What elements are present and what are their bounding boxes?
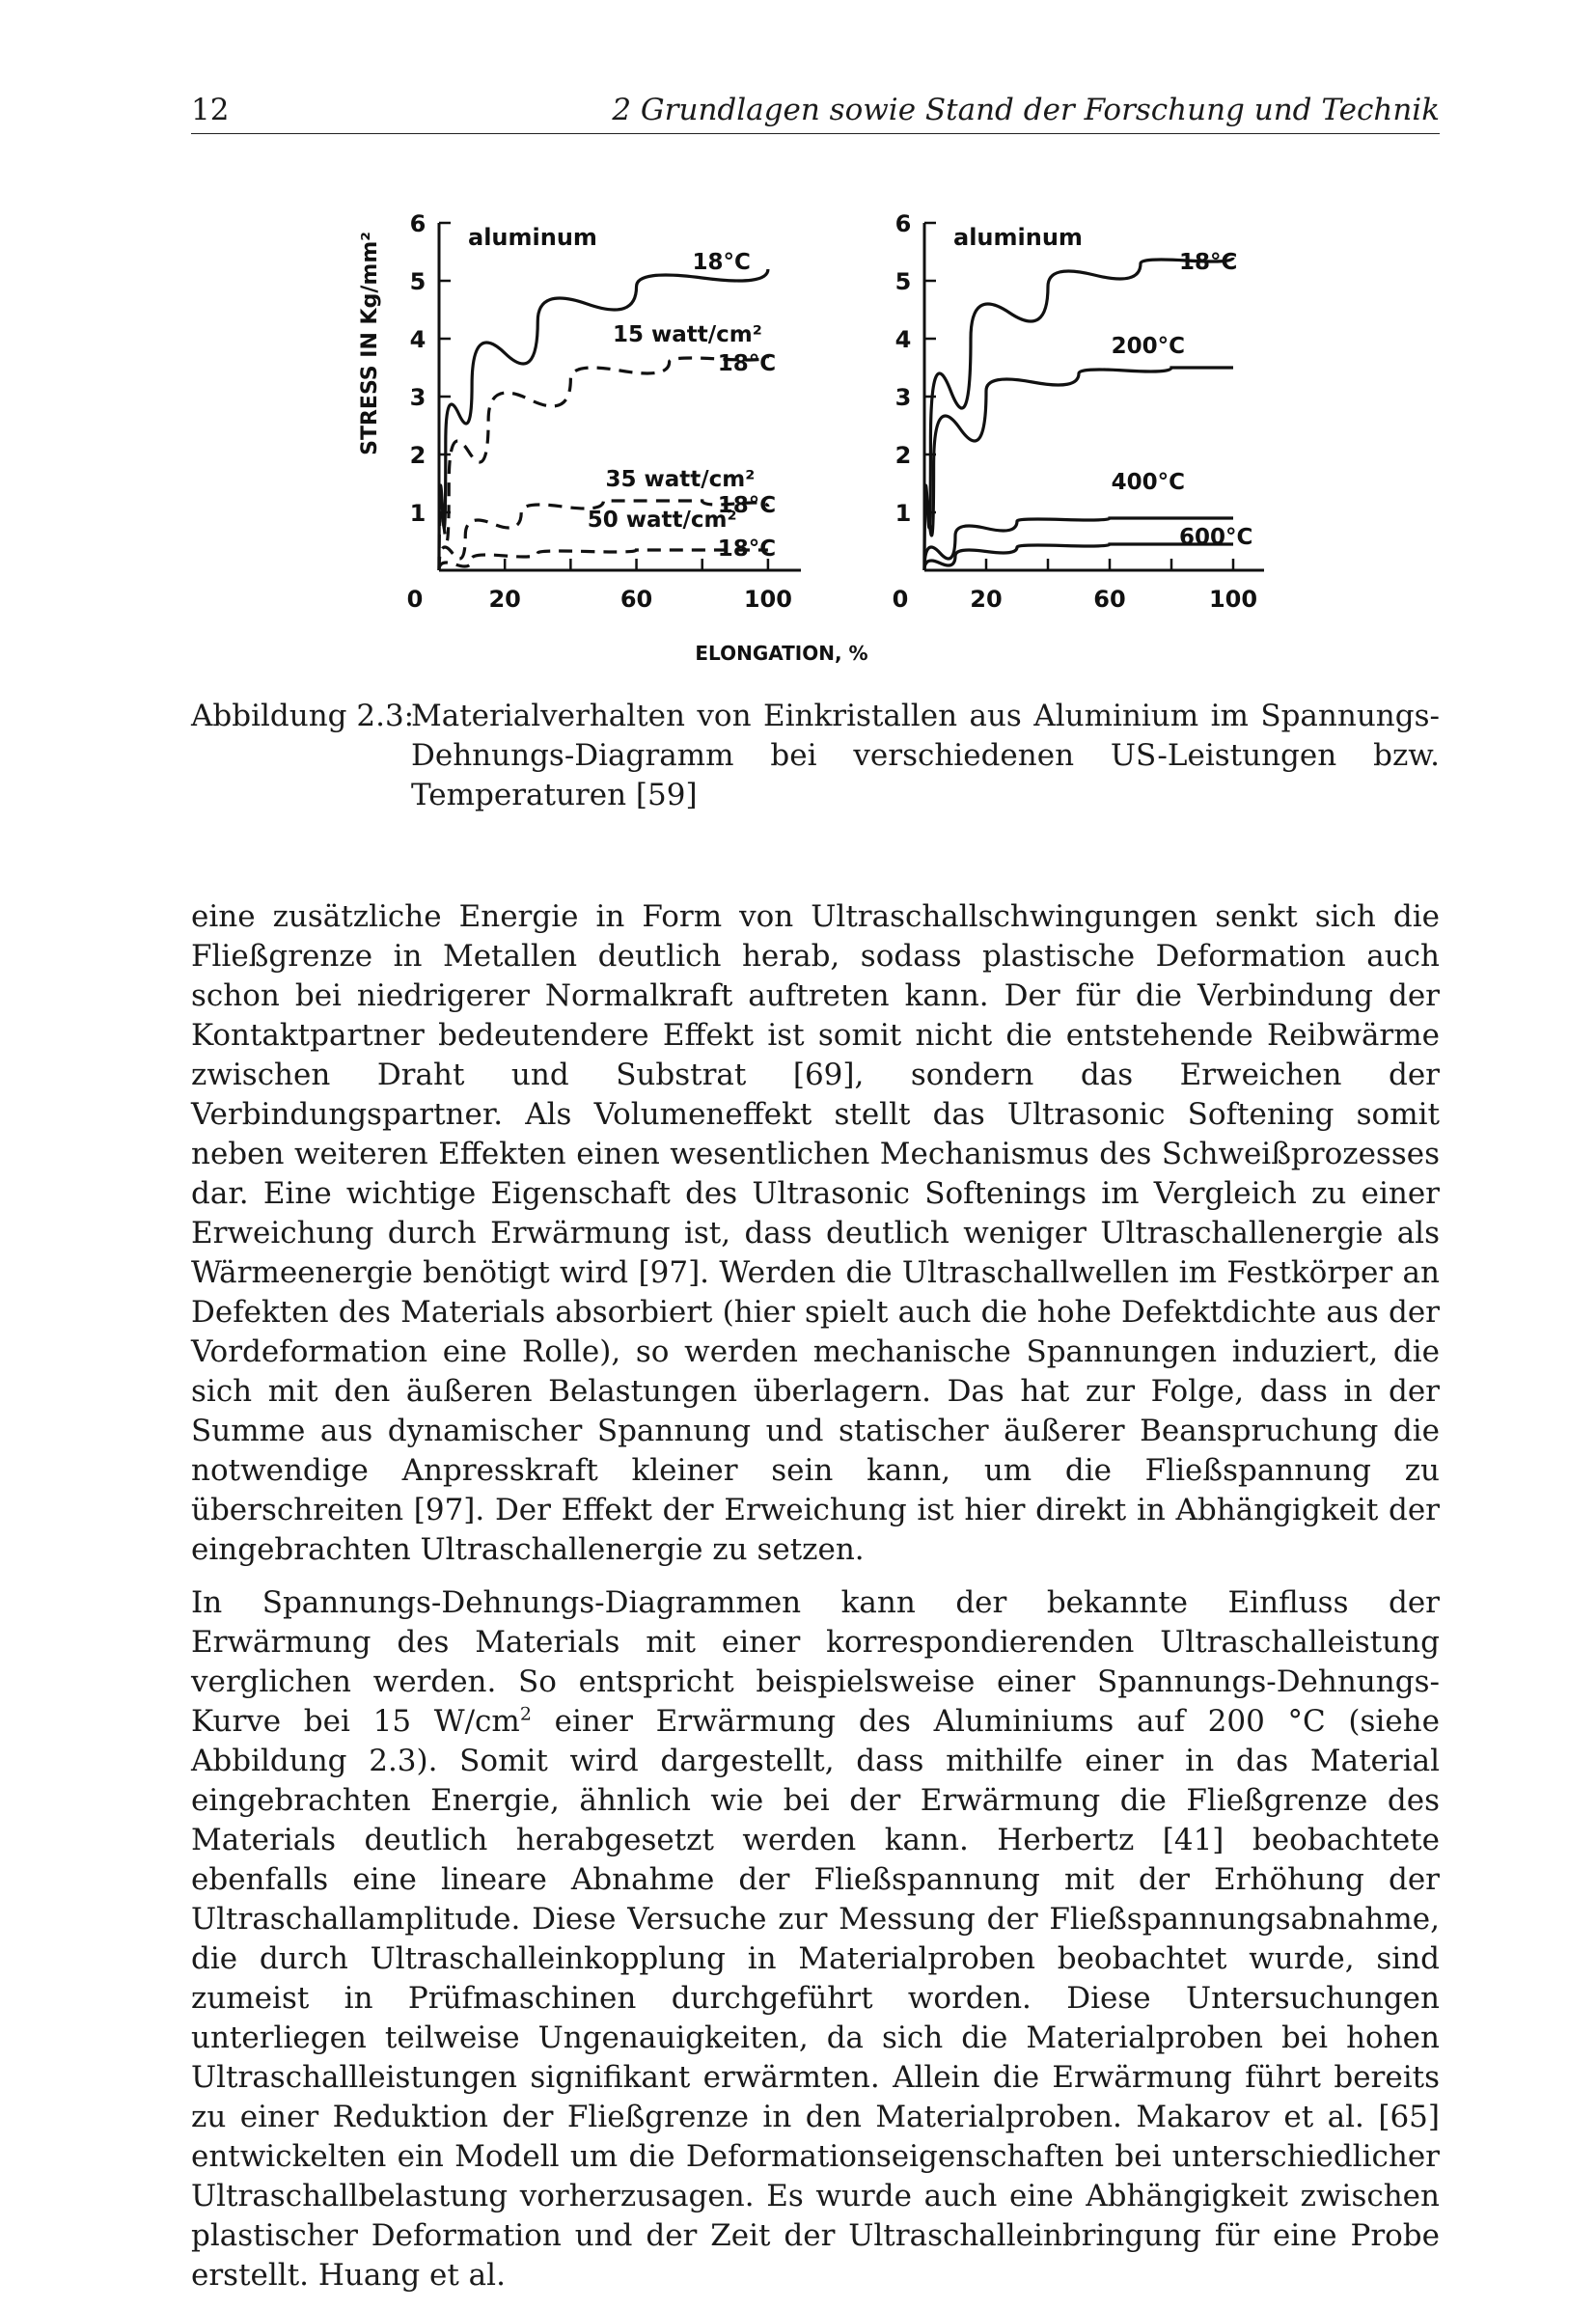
left-chart-title: aluminum (468, 224, 597, 251)
annotation-label: 200°C (1111, 334, 1185, 359)
y-tick-label: 5 (894, 268, 912, 295)
x-axis-label: ELONGATION, % (695, 642, 868, 665)
x-tick-label: 100 (743, 586, 792, 613)
left-chart (407, 210, 801, 613)
y-tick-label: 2 (409, 442, 427, 469)
annotation-label: 18°C (717, 351, 777, 376)
body-text (191, 897, 1440, 2309)
y-tick-label: 3 (409, 384, 427, 411)
page-number: 12 (191, 93, 230, 127)
superscript-2: 2 (519, 1703, 532, 1725)
x-tick-label: 0 (892, 586, 909, 613)
annotation-label: 35 watt/cm² (605, 467, 756, 492)
annotation-label: 18°C (692, 250, 751, 275)
annotation-label: 50 watt/cm² (587, 508, 737, 533)
y-tick-label: 5 (409, 268, 427, 295)
right-chart-title: aluminum (953, 224, 1083, 251)
y-tick-label: 6 (894, 210, 912, 237)
y-axis-label: STRESS IN Kg/mm² (358, 232, 382, 455)
series-line (924, 258, 1233, 570)
annotation-label: 18°C (717, 493, 777, 518)
annotation-label: 18°C (717, 536, 777, 562)
caption-label: Abbildung 2.3: (191, 699, 415, 733)
stress-elongation-charts (347, 189, 1312, 672)
annotation-label: 600°C (1179, 525, 1253, 550)
figure-stress-elongation (347, 189, 1312, 672)
paragraph-2-part-b: einer Erwärmung des Aluminiums auf 200 °C (siehe Abbildung 2.3). Somit wird dargestellt, dass mithilfe einer in das Material eingebrachten Energie, ähnlich wie bei der Erwärmung die Fließgrenze des Materials deutlich herabgesetzt werden kann. Herbertz [41] beobachtete ebenfalls eine lineare Abnahme der Fließspannung mit der Erhöhung der Ultraschallamplitude. Diese Versuche zur Messung der Fließspannungsabnahme, die durch Ultraschalleinkopplung in Materialproben beobachtet wurde, sind zumeist in Prüfmaschinen durchgeführt worden. Diese Untersuchungen unterliegen teilweise Ungenauigkeiten, da sich die Materialproben bei hohen Ultraschallleistungen signifikant erwärmten. Allein die Erwärmung führt bereits zu einer Reduktion der Fließgrenze in den Materialproben. Makarov et al. [65] entwickelten ein Modell um die Deformationseigenschaften bei unterschiedlicher Ultraschallbelastung vorherzusagen. Es wurde auch eine Abhängigkeit zwischen plastischer Deformation und der Zeit der Ultraschalleinbringung für eine Probe erstellt. Huang et al. (191, 1704, 1440, 2293)
page-header (191, 93, 1440, 134)
caption-text: Materialverhalten von Einkristallen aus Aluminium im Spannungs-Dehnungs-Diagramm bei verschiedenen US-Leistungen bzw. Temperaturen [59] (411, 699, 1440, 812)
annotation-label: 400°C (1111, 470, 1185, 495)
annotation-label: 18°C (1179, 250, 1238, 275)
paragraph-1: eine zusätzliche Energie in Form von Ultraschallschwingungen senkt sich die Fließgrenze in Metallen deutlich herab, sodass plastische Deformation auch schon bei niedrigerer Normalkraft auftreten kann. Der für die Verbindung der Kontaktpartner bedeutendere Effekt ist somit nicht die entstehende Reibwärme zwischen Draht und Substrat [69], sondern das Erweichen der Verbindungspartner. Als Volumeneffekt stellt das Ultrasonic Softening somit neben weiteren Effekten einen wesentlichen Mechanismus des Schweißprozesses dar. Eine wichtige Eigenschaft des Ultrasonic Softenings im Vergleich zu einer Erweichung durch Erwärmung ist, dass deutlich weniger Ultraschallenergie als Wärmeenergie benötigt wird [97]. Werden die Ultraschallwellen im Festkörper an Defekten des Materials absorbiert (hier spielt auch die hohe Defektdichte aus der Vordeformation eine Rolle), so werden mechanische Spannungen induziert, die sich mit den äußeren Belastungen überlagern. Das hat zur Folge, dass in der Summe aus dynamischer Spannung und statischer äußerer Beanspruchung die notwendige Anpresskraft kleiner sein kann, um die Fließspannung zu überschreiten [97]. Der Effekt der Erweichung ist hier direkt in Abhängigkeit der eingebrachten Ultraschallenergie zu setzen. (191, 899, 1440, 1567)
x-tick-label: 60 (619, 586, 653, 613)
y-tick-label: 3 (894, 384, 912, 411)
paragraph-2 (191, 1583, 1440, 2295)
y-tick-label: 4 (894, 326, 912, 353)
y-tick-label: 1 (409, 500, 427, 527)
running-title: 2 Grundlagen sowie Stand der Forschung und Technik (612, 93, 1440, 127)
figure-caption (191, 697, 1440, 815)
x-tick-label: 0 (406, 586, 424, 613)
y-tick-label: 2 (894, 442, 912, 469)
x-tick-label: 100 (1208, 586, 1258, 613)
right-chart (893, 210, 1264, 613)
paragraph-2-part-a: In Spannungs-Dehnungs-Diagrammen kann der bekannte Einfluss der Erwärmung des Materials mit einer korrespondierenden Ultraschalleistung verglichen werden. So entspricht beispielsweise einer Spannungs-Dehnungs-Kurve bei 15 W/cm (191, 1585, 1440, 1739)
x-tick-label: 20 (970, 586, 1003, 613)
y-tick-label: 1 (894, 500, 912, 527)
y-tick-label: 6 (409, 210, 427, 237)
x-tick-label: 20 (488, 586, 521, 613)
x-tick-label: 60 (1093, 586, 1126, 613)
annotation-label: 15 watt/cm² (613, 322, 762, 347)
y-tick-label: 4 (409, 326, 427, 353)
